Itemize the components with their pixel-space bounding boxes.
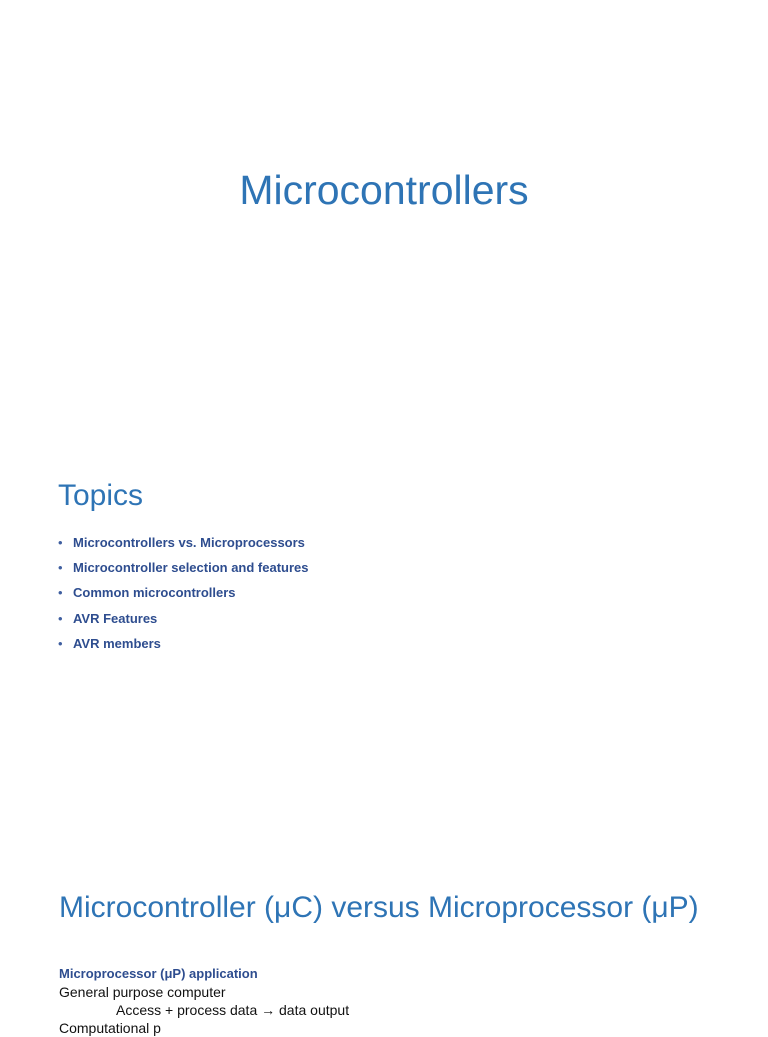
bullet-icon: • (58, 610, 63, 626)
topic-label: AVR Features (73, 610, 158, 626)
list-item (58, 530, 309, 555)
topics-slide (0, 432, 768, 864)
bullet-icon: • (58, 585, 63, 601)
presentation-title: Microcontrollers (239, 167, 529, 213)
topic-label: Common microcontrollers (73, 585, 236, 601)
topic-label: AVR members (73, 635, 161, 651)
topic-label: Microcontrollers vs. Microprocessors (73, 535, 305, 550)
list-item (58, 631, 309, 656)
body-line: Computational p (59, 1020, 161, 1036)
topics-heading: Topics (58, 479, 144, 512)
list-item (58, 580, 309, 605)
bullet-icon: • (58, 560, 63, 576)
bullet-icon: • (58, 635, 63, 651)
list-item (58, 606, 309, 631)
topics-list (58, 530, 309, 656)
body-line: Access + process data → data output (116, 1002, 350, 1018)
bullet-icon: • (58, 535, 63, 550)
list-item (58, 555, 309, 580)
topic-label: Microcontroller selection and features (73, 560, 309, 576)
comparison-slide (0, 864, 768, 1036)
section-heading: Microcontroller (μC) versus Microprocessor (μP) (59, 891, 699, 924)
body-line: General purpose computer (59, 984, 226, 1000)
title-slide (0, 0, 768, 432)
subheading: Microprocessor (μP) application (59, 966, 258, 981)
